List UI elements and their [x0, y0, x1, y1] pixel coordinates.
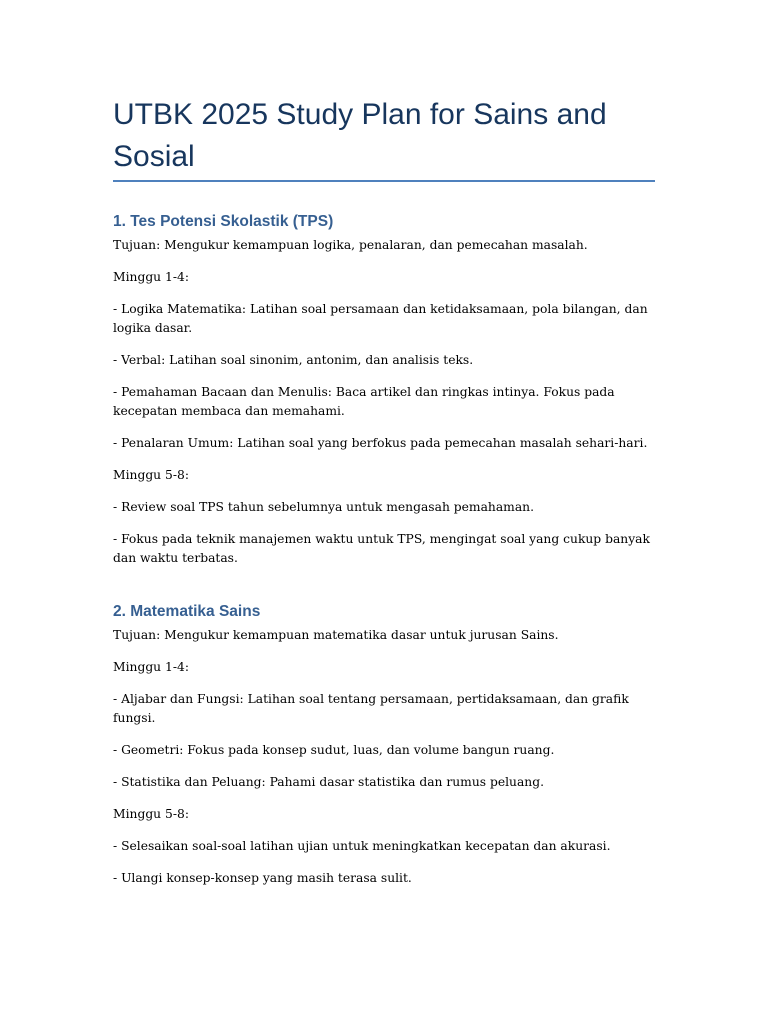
paragraph-week-label: Minggu 5-8: [113, 807, 189, 821]
section-tps [113, 212, 655, 568]
paragraph-goal: Tujuan: Mengukur kemampuan logika, penalaran, dan pemecahan masalah. [113, 238, 588, 252]
list-item: - Fokus pada teknik manajemen waktu untuk TPS, mengingat soal yang cukup banyak dan waktu terbatas. [113, 532, 650, 565]
section-heading: 1. Tes Potensi Skolastik (TPS) [113, 213, 334, 230]
section-matematika-sains [113, 602, 655, 888]
list-item: - Logika Matematika: Latihan soal persamaan dan ketidaksamaan, pola bilangan, dan logika dasar. [113, 302, 648, 335]
list-item: - Ulangi konsep-konsep yang masih terasa sulit. [113, 871, 412, 885]
list-item: - Statistika dan Peluang: Pahami dasar statistika dan rumus peluang. [113, 775, 545, 789]
paragraph-goal: Tujuan: Mengukur kemampuan matematika dasar untuk jurusan Sains. [113, 628, 559, 642]
section-heading: 2. Matematika Sains [113, 603, 261, 620]
paragraph-week-label: Minggu 1-4: [113, 270, 189, 284]
list-item: - Review soal TPS tahun sebelumnya untuk mengasah pemahaman. [113, 500, 534, 514]
document-title: UTBK 2025 Study Plan for Sains and Sosial [113, 98, 607, 173]
list-item: - Verbal: Latihan soal sinonim, antonim, dan analisis teks. [113, 353, 474, 367]
paragraph-week-label: Minggu 1-4: [113, 660, 189, 674]
list-item: - Pemahaman Bacaan dan Menulis: Baca artikel dan ringkas intinya. Fokus pada kecepatan membaca dan memahami. [113, 385, 615, 418]
paragraph-week-label: Minggu 5-8: [113, 468, 189, 482]
title-divider [113, 180, 655, 182]
list-item: - Geometri: Fokus pada konsep sudut, luas, dan volume bangun ruang. [113, 743, 555, 757]
list-item: - Penalaran Umum: Latihan soal yang berfokus pada pemecahan masalah sehari-hari. [113, 436, 648, 450]
list-item: - Aljabar dan Fungsi: Latihan soal tentang persamaan, pertidaksamaan, dan grafik fungsi. [113, 692, 629, 725]
list-item: - Selesaikan soal-soal latihan ujian untuk meningkatkan kecepatan dan akurasi. [113, 839, 611, 853]
